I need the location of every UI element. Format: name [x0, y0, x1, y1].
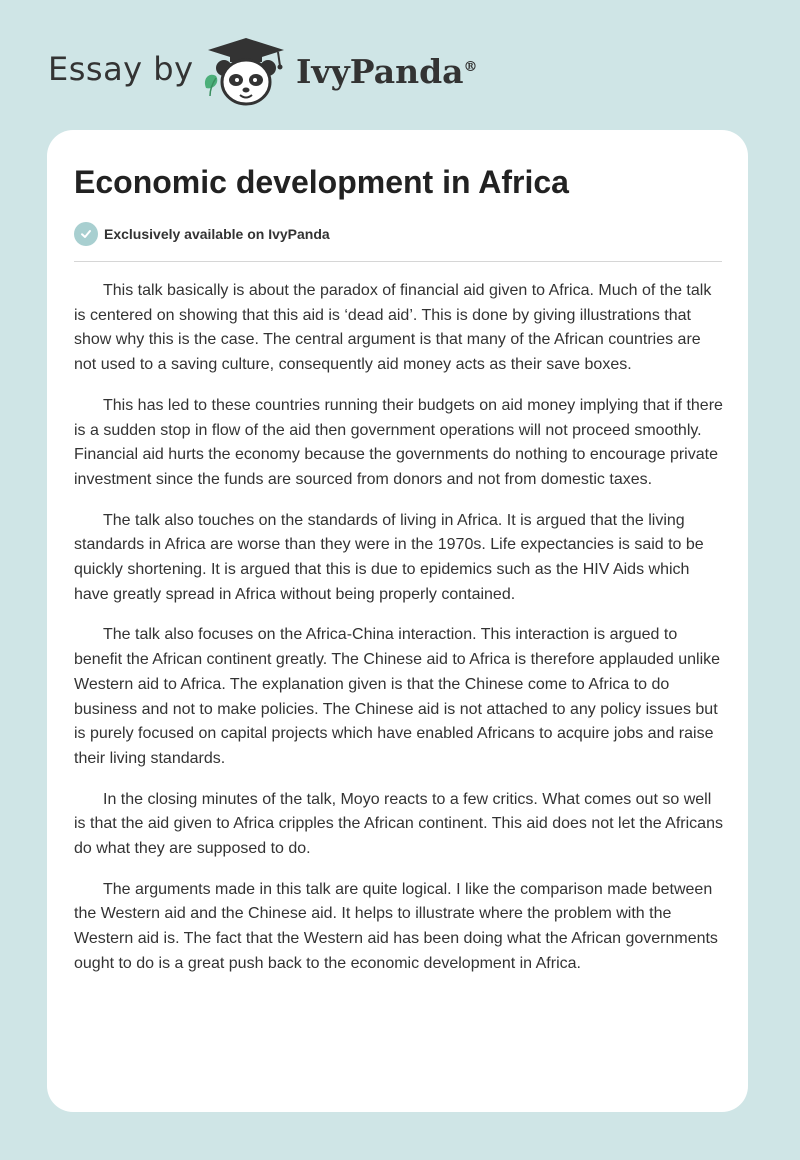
- paragraph-1: This talk basically is about the paradox of financial aid given to Africa. Much of the talk is centered on showing that this aid is ‘dead aid’. This is done by giving illustrations that show why this is the case. The central argument is that many of the African countries are not used to a saving culture, consequently aid money acts as their save boxes.: [74, 282, 712, 374]
- site-header: [0, 0, 800, 130]
- title-divider: [74, 261, 722, 262]
- essay-card: [47, 130, 748, 1112]
- exclusive-badge: [74, 222, 330, 246]
- essay-by-label: Essay by: [48, 50, 194, 88]
- paragraph-4: The talk also focuses on the Africa-China interaction. This interaction is argued to benefit the African continent greatly. The Chinese aid to Africa is therefore applauded unlike Western aid to Africa. The explanation given is that the Chinese come to Africa to do business and not to make policies. The Chinese aid is not attached to any policy issues but is purely focused on capital projects which have enabled Africans to acquire jobs and raise their living standards.: [74, 626, 721, 767]
- brand-name[interactable]: IvyPanda®: [296, 52, 478, 91]
- panda-graduate-icon[interactable]: [200, 36, 292, 108]
- check-circle-icon: [74, 222, 98, 246]
- essay-body: [74, 279, 726, 993]
- paragraph-2: This has led to these countries running their budgets on aid money implying that if there is a sudden stop in flow of the aid then government operations will not proceed smoothly. Financial aid hurts the economy because the governments do nothing to encourage private investment since the funds are sourced from donors and not from domestic taxes.: [74, 396, 723, 488]
- page-title: Economic development in Africa: [74, 164, 569, 200]
- paragraph-3: The talk also touches on the standards of living in Africa. It is argued that the living standards in Africa are worse than they were in the 1970s. Life expectancies is said to be quickly shortening. It is argued that this is due to epidemics such as the HIV Aids which have greatly spread in Africa without being properly contained.: [74, 511, 704, 603]
- exclusive-label: Exclusively available on IvyPanda: [104, 226, 330, 242]
- paragraph-6: The arguments made in this talk are quite logical. I like the comparison made between the Western aid and the Chinese aid. It helps to illustrate where the problem with the Western aid is. The fact that the Western aid has been doing what the African governments ought to do is a great push back to the economic development in Africa.: [74, 880, 718, 972]
- registered-mark: ®: [463, 59, 478, 75]
- paragraph-5: In the closing minutes of the talk, Moyo reacts to a few critics. What comes out so well is that the aid given to Africa cripples the African continent. This aid does not let the Africans do what they are supposed to do.: [74, 790, 723, 858]
